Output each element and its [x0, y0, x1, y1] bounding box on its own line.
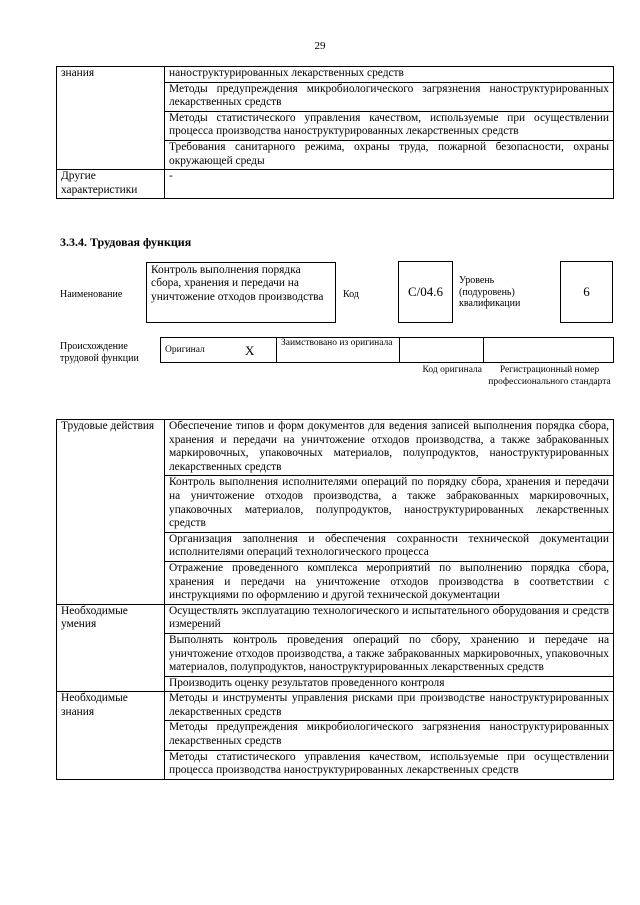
table-cell: Выполнять контроль проведения операций по сбору, хранению и передаче на уничтожение отходов производства, а также забракованных маркировочных, упаковочных материалов, полупродуктов, наноструктурированных лекарственных средств: [165, 633, 614, 676]
code-label: Код: [343, 289, 359, 300]
table-row: [57, 604, 614, 633]
table-cell: -: [165, 170, 614, 199]
function-name-box: [146, 262, 336, 323]
table-cell: Организация заполнения и обеспечения сохранности технической документации исполнителями операций технологического процесса: [165, 532, 614, 561]
table-row: [57, 170, 614, 199]
row-label: знания: [57, 67, 165, 170]
row-label: Трудовые действия: [57, 420, 165, 605]
origin-table: [160, 337, 614, 363]
registration-cell: [484, 338, 614, 363]
level-label: Уровень (подуровень) квалификации: [459, 275, 521, 309]
row-label: Необходимые умения: [57, 604, 165, 692]
table-cell: Методы статистического управления качеством, используемые при осуществлении процесса производства наноструктурированных лекарственных средств: [165, 111, 614, 140]
original-mark: X: [224, 338, 277, 363]
name-label: Наименование: [60, 289, 123, 300]
table-cell: Осуществлять эксплуатацию технологического и испытательного оборудования и средств измерений: [165, 604, 614, 633]
table-cell: Производить оценку результатов проведенного контроля: [165, 676, 614, 692]
borrowed-label: Заимствовано из оригинала: [277, 338, 400, 363]
table-cell: Обеспечение типов и форм документов для ведения записей выполнения порядка сбора, хранения и передачи на уничтожение отходов производства, а также забракованных маркировочных, упаковочных материалов, полупродуктов, наноструктурированных лекарственных средств: [165, 420, 614, 476]
registration-caption: Регистрационный номер профессионального стандарта: [488, 365, 611, 387]
function-name: Контроль выполнения порядка сбора, хранения и передачи на уничтожение отходов производства: [151, 264, 324, 303]
table-row: [57, 692, 614, 721]
table-cell: Контроль выполнения исполнителями операций по порядку сбора, хранения и передачи на уничтожение отходов производства, а также забракованных маркировочных, упаковочных материалов, полупродуктов, наноструктурированных лекарственных средств: [165, 476, 614, 532]
origin-label: Происхождение трудовой функции: [60, 341, 139, 364]
original-label: Оригинал: [161, 338, 224, 363]
origin-code-cell: [400, 338, 484, 363]
row-label: Необходимые знания: [57, 692, 165, 780]
continuation-table: [56, 66, 614, 199]
code-box: [398, 261, 453, 323]
row-label: Другие характеристики: [57, 170, 165, 199]
table-cell: наноструктурированных лекарственных средств: [165, 67, 614, 83]
table-cell: Методы и инструменты управления рисками при производстве наноструктурированных лекарственных средств: [165, 692, 614, 721]
function-details-table: [56, 419, 614, 780]
level-value: 6: [583, 284, 590, 299]
table-cell: Отражение проведенного комплекса мероприятий по выполнению порядка сбора, хранения и передачи на уничтожение отходов производства в соответствии с инструкциями по оформлению и другой технической документации: [165, 561, 614, 604]
table-cell: Методы предупреждения микробиологического загрязнения наноструктурированных лекарственных средств: [165, 721, 614, 750]
origin-code-caption: Код оригинала: [422, 365, 482, 375]
table-row: [57, 67, 614, 83]
table-cell: Методы предупреждения микробиологического загрязнения наноструктурированных лекарственных средств: [165, 82, 614, 111]
code-value: С/04.6: [407, 284, 444, 299]
section-heading: 3.3.4. Трудовая функция: [60, 235, 192, 249]
level-box: [560, 261, 613, 323]
table-cell: Методы статистического управления качеством, используемые при осуществлении процесса производства наноструктурированных лекарственных средств: [165, 750, 614, 779]
page-number: 29: [314, 40, 326, 52]
table-row: [57, 420, 614, 476]
table-cell: Требования санитарного режима, охраны труда, пожарной безопасности, охраны окружающей среды: [165, 140, 614, 169]
